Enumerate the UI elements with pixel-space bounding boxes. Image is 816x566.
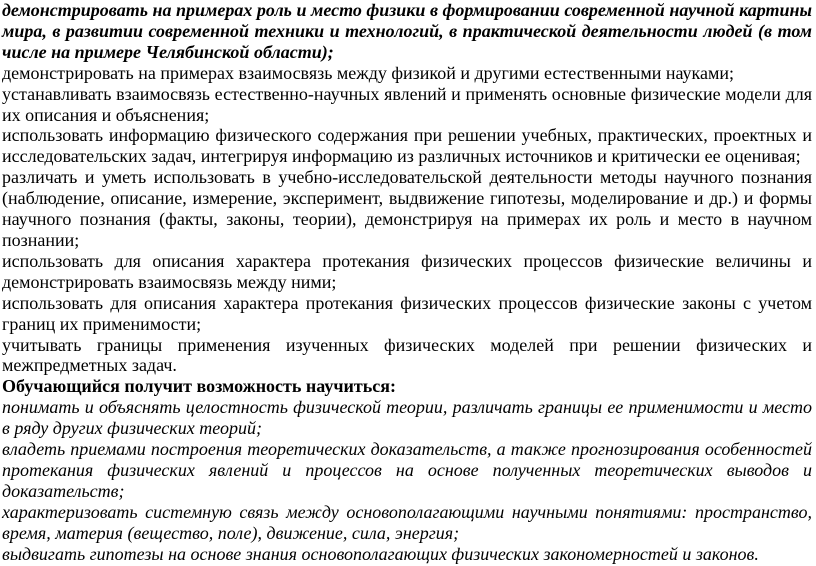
paragraph-physical-information: использовать информацию физического содержания при решении учебных, практических, проектных и исследовательских задач, интегрируя информацию из различных источников и критически ее оценивая; — [2, 125, 812, 167]
section-heading-opportunities: Обучающийся получит возможность научиться: — [2, 376, 396, 397]
paragraph-hypotheses: выдвигать гипотезы на основе знания основополагающих физических закономерностей и законов. — [2, 543, 759, 564]
paragraph-physical-models: устанавливать взаимосвязь естественно-научных явлений и применять основные физические модели для их описания и объяснения; — [2, 83, 812, 125]
paragraph-physical-laws: использовать для описания характера протекания физических процессов физические законы с учетом границ их применимости; — [2, 292, 812, 334]
paragraph-scientific-methods: различать и уметь использовать в учебно-исследовательской деятельности методы научного познания (наблюдение, описание, измерение, эксперимент, выдвижение гипотезы, моделирование и др.) и формы научного познания (факты, законы, теории), демонстрируя на примерах их роль и место в научном познании; — [2, 167, 812, 250]
paragraph-physics-and-sciences: демонстрировать на примерах взаимосвязь между физикой и другими естественными науками; — [2, 62, 735, 83]
paragraph-system-concepts: характеризовать системную связь между основополагающими научными понятиями: пространство, время, материя (вещество, поле), движение, сила, энергия; — [2, 501, 812, 543]
paragraph-theory-integrity: понимать и объяснять целостность физической теории, различать границы ее применимости и место в ряду других физических теорий; — [2, 397, 812, 439]
paragraph-role-of-physics: демонстрировать на примерах роль и место физики в формировании современной научной картины мира, в развитии современной техники и технологий, в практической деятельности людей (в том числе на примере Челябинской области); — [2, 0, 812, 62]
paragraph-theoretical-proofs: владеть приемами построения теоретических доказательств, а также прогнозирования особенностей протекания физических явлений и процессов на основе полученных теоретических выводов и доказательств; — [2, 439, 812, 501]
paragraph-physical-quantities: использовать для описания характера протекания физических процессов физические величины и демонстрировать взаимосвязь между ними; — [2, 250, 812, 292]
paragraph-model-limits: учитывать границы применения изученных физических моделей при решении физических и межпредметных задач. — [2, 334, 812, 376]
